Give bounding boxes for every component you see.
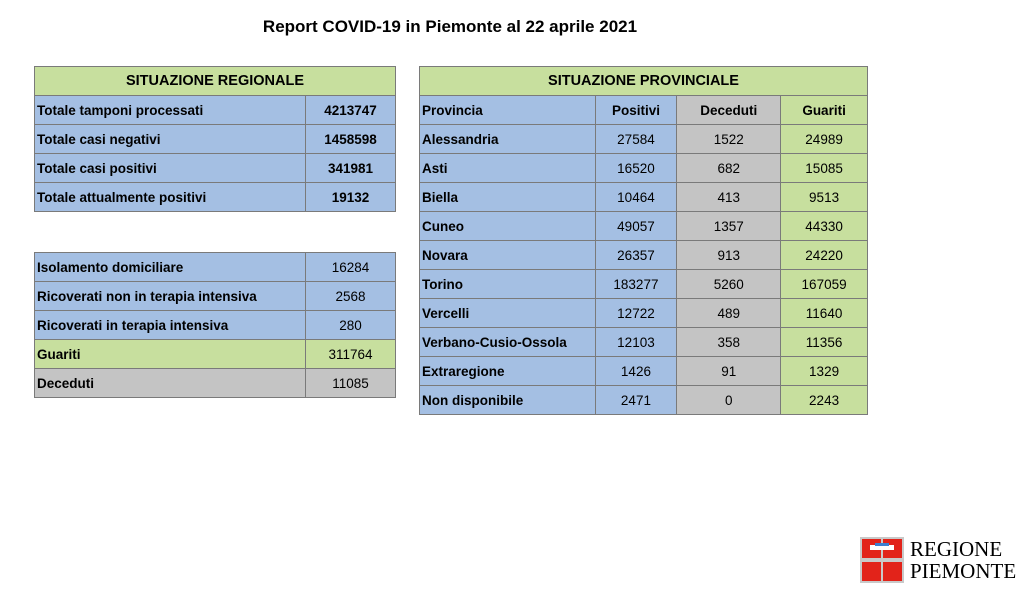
deceduti-cell: 5260 — [677, 270, 781, 299]
positivi-cell: 183277 — [595, 270, 677, 299]
positivi-cell: 49057 — [595, 212, 677, 241]
table-row — [420, 241, 868, 270]
deceduti-cell: 0 — [677, 386, 781, 415]
table-row — [35, 311, 396, 340]
table-row — [35, 340, 396, 369]
row-label: Totale attualmente positivi — [35, 183, 306, 212]
table-row — [420, 125, 868, 154]
deceduti-cell: 1522 — [677, 125, 781, 154]
province-name: Alessandria — [420, 125, 596, 154]
row-value: 2568 — [306, 282, 396, 311]
positivi-cell: 2471 — [595, 386, 677, 415]
table-row — [35, 253, 396, 282]
positivi-cell: 16520 — [595, 154, 677, 183]
deceduti-cell: 489 — [677, 299, 781, 328]
positivi-cell: 27584 — [595, 125, 677, 154]
column-header: Guariti — [781, 96, 868, 125]
logo-line2: PIEMONTE — [910, 559, 1017, 583]
province-name: Extraregione — [420, 357, 596, 386]
province-name: Verbano-Cusio-Ossola — [420, 328, 596, 357]
guariti-cell: 1329 — [781, 357, 868, 386]
province-name: Vercelli — [420, 299, 596, 328]
guariti-cell: 15085 — [781, 154, 868, 183]
column-header: Positivi — [595, 96, 677, 125]
provincial-table — [419, 66, 868, 415]
deceduti-cell: 413 — [677, 183, 781, 212]
province-name: Asti — [420, 154, 596, 183]
logo-mark-icon — [860, 537, 904, 583]
positivi-cell: 12722 — [595, 299, 677, 328]
row-value: 16284 — [306, 253, 396, 282]
regional-header: SITUAZIONE REGIONALE — [35, 67, 396, 96]
details-table — [34, 252, 396, 398]
table-row — [420, 357, 868, 386]
page-title: Report COVID-19 in Piemonte al 22 aprile 2021 — [262, 17, 638, 36]
province-name: Novara — [420, 241, 596, 270]
row-value: 19132 — [306, 183, 396, 212]
positivi-cell: 12103 — [595, 328, 677, 357]
province-name: Biella — [420, 183, 596, 212]
table-row — [35, 183, 396, 212]
table-row — [420, 154, 868, 183]
table-row — [420, 328, 868, 357]
row-value: 280 — [306, 311, 396, 340]
guariti-cell: 44330 — [781, 212, 868, 241]
row-value: 311764 — [306, 340, 396, 369]
row-label: Totale tamponi processati — [35, 96, 306, 125]
column-header: Deceduti — [677, 96, 781, 125]
row-value: 4213747 — [306, 96, 396, 125]
regione-piemonte-logo — [860, 537, 1015, 585]
positivi-cell: 10464 — [595, 183, 677, 212]
provincial-header: SITUAZIONE PROVINCIALE — [420, 67, 868, 96]
deceduti-cell: 91 — [677, 357, 781, 386]
guariti-cell: 2243 — [781, 386, 868, 415]
guariti-cell: 167059 — [781, 270, 868, 299]
table-row — [420, 299, 868, 328]
deceduti-cell: 358 — [677, 328, 781, 357]
column-header-row — [420, 96, 868, 125]
deceduti-cell: 682 — [677, 154, 781, 183]
row-label: Totale casi negativi — [35, 125, 306, 154]
row-label: Ricoverati non in terapia intensiva — [35, 282, 306, 311]
table-row — [35, 282, 396, 311]
table-row — [420, 386, 868, 415]
row-label: Ricoverati in terapia intensiva — [35, 311, 306, 340]
column-header: Provincia — [420, 96, 596, 125]
positivi-cell: 1426 — [595, 357, 677, 386]
row-label: Totale casi positivi — [35, 154, 306, 183]
guariti-cell: 24989 — [781, 125, 868, 154]
positivi-cell: 26357 — [595, 241, 677, 270]
logo-line1: REGIONE — [910, 537, 1003, 561]
row-label: Guariti — [35, 340, 306, 369]
table-row — [420, 183, 868, 212]
table-row — [35, 125, 396, 154]
row-value: 1458598 — [306, 125, 396, 154]
row-label: Deceduti — [35, 369, 306, 398]
deceduti-cell: 1357 — [677, 212, 781, 241]
table-row — [35, 154, 396, 183]
table-row — [420, 270, 868, 299]
province-name: Cuneo — [420, 212, 596, 241]
guariti-cell: 11356 — [781, 328, 868, 357]
table-row — [35, 96, 396, 125]
province-name: Torino — [420, 270, 596, 299]
guariti-cell: 11640 — [781, 299, 868, 328]
table-row — [420, 212, 868, 241]
province-name: Non disponibile — [420, 386, 596, 415]
table-row — [35, 369, 396, 398]
row-value: 11085 — [306, 369, 396, 398]
row-label: Isolamento domiciliare — [35, 253, 306, 282]
guariti-cell: 9513 — [781, 183, 868, 212]
regional-table — [34, 66, 396, 212]
deceduti-cell: 913 — [677, 241, 781, 270]
row-value: 341981 — [306, 154, 396, 183]
guariti-cell: 24220 — [781, 241, 868, 270]
